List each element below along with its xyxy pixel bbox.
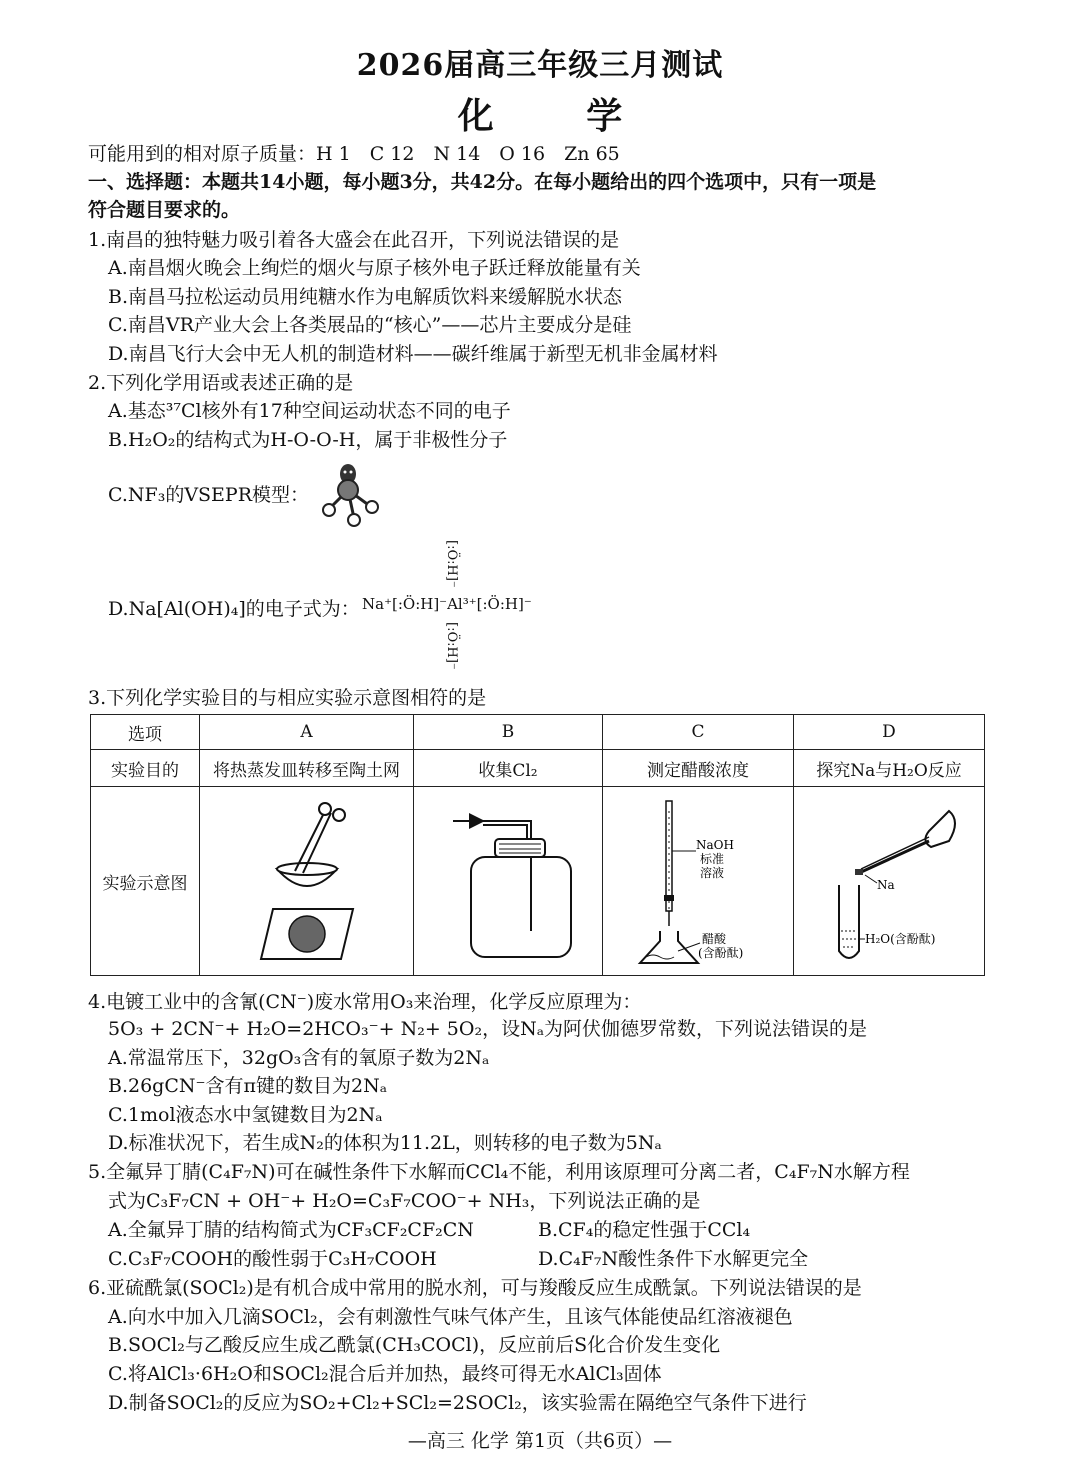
- q2-option-a: A.基态³⁷Cl核外有17种空间运动状态不同的电子: [108, 400, 511, 422]
- q6-stem: 6.亚硫酰氯(SOCl₂)是有机合成中常用的脱水剂，可与羧酸反应生成酰氯。下列说法错误的是: [88, 1277, 862, 1299]
- experiment-table: [90, 714, 985, 976]
- section-heading: 一、选择题：本题共14小题，每小题3分，共42分。在每小题给出的四个选项中，只有一项是: [88, 171, 877, 193]
- c-label-naoh: NaOH: [696, 838, 734, 852]
- q6-option-a: A.向水中加入几滴SOCl₂，会有刺激性气味气体产生，且该气体能使品红溶液褪色: [108, 1306, 793, 1328]
- c-label-phenol: (含酚酞): [698, 946, 744, 960]
- sodium-water-diagram: [799, 791, 979, 971]
- q5-option-c: C.C₃F₇COOH的酸性弱于C₃H₇COOH: [108, 1248, 437, 1270]
- table-cell: 收集Cl₂: [414, 750, 603, 787]
- q2-option-d: D.Na[Al(OH)₄]的电子式为：: [108, 598, 360, 620]
- q6-option-c: C.将AlCl₃·6H₂O和SOCl₂混合后并加热，最终可得无水AlCl₃固体: [108, 1363, 662, 1385]
- q4-stem: 4.电镀工业中的含氰(CN⁻)废水常用O₃来治理，化学反应原理为：: [88, 991, 642, 1013]
- table-header-cell: C: [603, 715, 794, 750]
- vsepr-model-figure: [320, 460, 390, 530]
- table-header-cell: B: [414, 715, 603, 750]
- q5-stem-cont: 式为C₃F₇CN + OH⁻+ H₂O=C₃F₇COO⁻+ NH₃，下列说法正确的是: [108, 1190, 701, 1212]
- electron-formula: Na⁺[:Ö:H]⁻Al³⁺[:Ö:H]⁻: [362, 595, 532, 613]
- table-row-label: 实验目的: [91, 750, 200, 787]
- q1-option-a: A.南昌烟火晚会上绚烂的烟火与原子核外电子跃迁释放能量有关: [108, 257, 641, 279]
- q1-stem: 1.南昌的独特魅力吸引着各大盛会在此召开，下列说法错误的是: [88, 229, 620, 251]
- diagram-d-cell: [794, 787, 985, 976]
- q2-option-c: C.NF₃的VSEPR模型：: [108, 484, 310, 506]
- q4-option-b: B.26gCN⁻含有π键的数目为2Nₐ: [108, 1075, 388, 1097]
- q3-stem: 3.下列化学实验目的与相应实验示意图相符的是: [88, 687, 487, 709]
- q5-option-d: D.C₄F₇N酸性条件下水解更完全: [538, 1248, 809, 1270]
- q1-option-b: B.南昌马拉松运动员用纯糖水作为电解质饮料来缓解脱水状态: [108, 286, 623, 308]
- evaporating-dish-diagram: [207, 791, 407, 971]
- q2-stem: 2.下列化学用语或表述正确的是: [88, 372, 354, 394]
- subject-title: 化 学: [457, 95, 663, 137]
- table-row-label: 实验示意图: [91, 787, 200, 976]
- diagram-b-cell: [414, 787, 603, 976]
- d-label-na: Na: [877, 878, 895, 892]
- table-header-cell: 选项: [91, 715, 200, 750]
- q5-option-a: A.全氟异丁腈的结构简式为CF₃CF₂CF₂CN: [108, 1219, 474, 1241]
- electron-formula-bottom: [:Ö:H]⁻: [444, 622, 459, 670]
- table-header-cell: D: [794, 715, 985, 750]
- q4-equation: 5O₃ + 2CN⁻+ H₂O=2HCO₃⁻+ N₂+ 5O₂，设Nₐ为阿伏伽德罗常数，下列说法错误的是: [108, 1018, 868, 1040]
- table-header-cell: A: [200, 715, 414, 750]
- atomic-masses: 可能用到的相对原子质量：H 1 C 12 N 14 O 16 Zn 65: [88, 143, 620, 165]
- q4-option-c: C.1mol液态水中氢键数目为2Nₐ: [108, 1104, 383, 1126]
- q1-option-c: C.南昌VR产业大会上各类展品的“核心”——芯片主要成分是硅: [108, 314, 632, 336]
- c-label-solution: 溶液: [700, 866, 725, 880]
- q5-option-b: B.CF₄的稳定性强于CCl₄: [538, 1219, 751, 1241]
- section-heading-cont: 符合题目要求的。: [88, 199, 241, 221]
- c-label-standard: 标准: [700, 852, 725, 866]
- q6-option-d: D.制备SOCl₂的反应为SO₂+Cl₂+SCl₂=2SOCl₂，该实验需在隔绝空气条件下进行: [108, 1392, 807, 1414]
- q2-option-b: B.H₂O₂的结构式为H-O-O-H，属于非极性分子: [108, 429, 508, 451]
- d-label-water: H₂O(含酚酞): [865, 932, 936, 946]
- q1-option-d: D.南昌飞行大会中无人机的制造材料——碳纤维属于新型无机非金属材料: [108, 343, 718, 365]
- q6-option-b: B.SOCl₂与乙酸反应生成乙酰氯(CH₃COCl)，反应前后S化合价发生变化: [108, 1334, 721, 1356]
- exam-title: 2026届高三年级三月测试: [356, 48, 724, 83]
- titration-diagram: [608, 791, 788, 971]
- page-footer: —高三 化学 第1页（共6页）—: [407, 1430, 673, 1452]
- table-cell: 测定醋酸浓度: [603, 750, 794, 787]
- q5-stem: 5.全氟异丁腈(C₄F₇N)可在碱性条件下水解而CCl₄不能，利用该原理可分离二者，C₄F₇N水解方程: [88, 1161, 910, 1183]
- q4-option-d: D.标准状况下，若生成N₂的体积为11.2L，则转移的电子数为5Nₐ: [108, 1132, 662, 1154]
- c-label-acetic: 醋酸: [702, 932, 727, 946]
- diagram-c-cell: [603, 787, 794, 976]
- gas-bottle-diagram: [423, 791, 593, 971]
- table-cell: 探究Na与H₂O反应: [794, 750, 985, 787]
- electron-formula-top: [:Ö:H]⁻: [444, 540, 459, 588]
- table-cell: 将热蒸发皿转移至陶土网: [200, 750, 414, 787]
- diagram-a-cell: [200, 787, 414, 976]
- q4-option-a: A.常温常压下，32gO₃含有的氧原子数为2Nₐ: [108, 1047, 490, 1069]
